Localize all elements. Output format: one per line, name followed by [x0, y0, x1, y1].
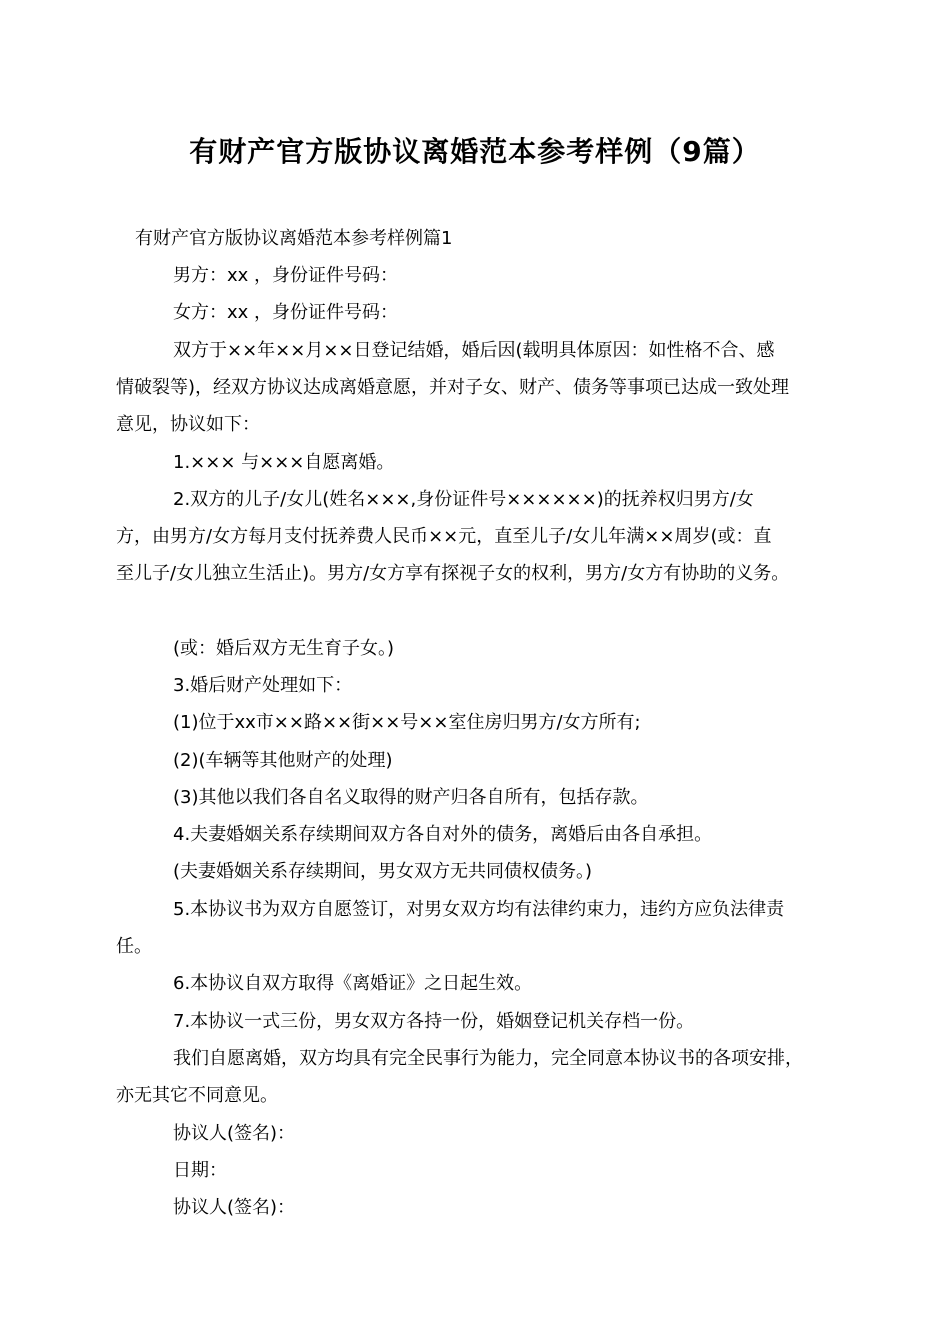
- line-clause-2b: 方，由男方/女方每月支付抚养费人民币××元，直至儿子/女儿年满××周岁(或：直: [116, 526, 772, 547]
- line-closing-2: 亦无其它不同意见。: [116, 1085, 278, 1106]
- line-clause-4: 4.夫妻婚姻关系存续期间双方各自对外的债务，离婚后由各自承担。: [173, 824, 713, 845]
- line-clause-2a: 2.双方的儿子/女儿(姓名×××,身份证件号××××××)的抚养权归男方/女: [173, 489, 754, 510]
- line-intro-3: 意见，协议如下：: [116, 414, 260, 435]
- line-clause-7: 7.本协议一式三份，男女双方各持一份，婚姻登记机关存档一份。: [173, 1011, 695, 1032]
- line-clause-3-3: (3)其他以我们各自名义取得的财产归各自所有，包括存款。: [173, 787, 649, 808]
- line-clause-4-alt: (夫妻婚姻关系存续期间，男女双方无共同债权债务。): [173, 861, 593, 882]
- line-clause-5b: 任。: [116, 936, 152, 957]
- line-intro-2: 情破裂等)，经双方协议达成离婚意愿，并对子女、财产、债务等事项已达成一致处理: [116, 377, 790, 398]
- line-clause-1: 1.××× 与×××自愿离婚。: [173, 452, 395, 473]
- line-clause-2-alt: (或：婚后双方无生育子女。): [173, 638, 395, 659]
- line-groom-id: 男方：xx ，身份证件号码：: [173, 265, 399, 286]
- line-bride-id: 女方：xx ，身份证件号码：: [173, 302, 399, 323]
- document-title: 有财产官方版协议离婚范本参考样例（9篇）: [189, 135, 761, 168]
- line-closing-1: 我们自愿离婚，双方均具有完全民事行为能力，完全同意本协议书的各项安排，: [173, 1048, 803, 1069]
- line-intro-1: 双方于××年××月××日登记结婚，婚后因(载明具体原因：如性格不合、感: [173, 340, 775, 361]
- line-clause-5a: 5.本协议书为双方自愿签订，对男女双方均有法律约束力，违约方应负法律责: [173, 899, 785, 920]
- line-clause-3-1: (1)位于xx市××路××街××号××室住房归男方/女方所有;: [173, 712, 641, 733]
- line-clause-3-2: (2)(车辆等其他财产的处理): [173, 750, 393, 771]
- section-heading: 有财产官方版协议离婚范本参考样例篇1: [135, 228, 453, 249]
- line-signature-1: 协议人(签名)：: [173, 1123, 296, 1144]
- line-date: 日期：: [173, 1160, 227, 1181]
- line-clause-2c: 至儿子/女儿独立生活止)。男方/女方享有探视子女的权利，男方/女方有协助的义务。: [116, 563, 790, 584]
- line-clause-3: 3.婚后财产处理如下：: [173, 675, 353, 696]
- line-signature-2: 协议人(签名)：: [173, 1197, 296, 1218]
- line-clause-6: 6.本协议自双方取得《离婚证》之日起生效。: [173, 973, 533, 994]
